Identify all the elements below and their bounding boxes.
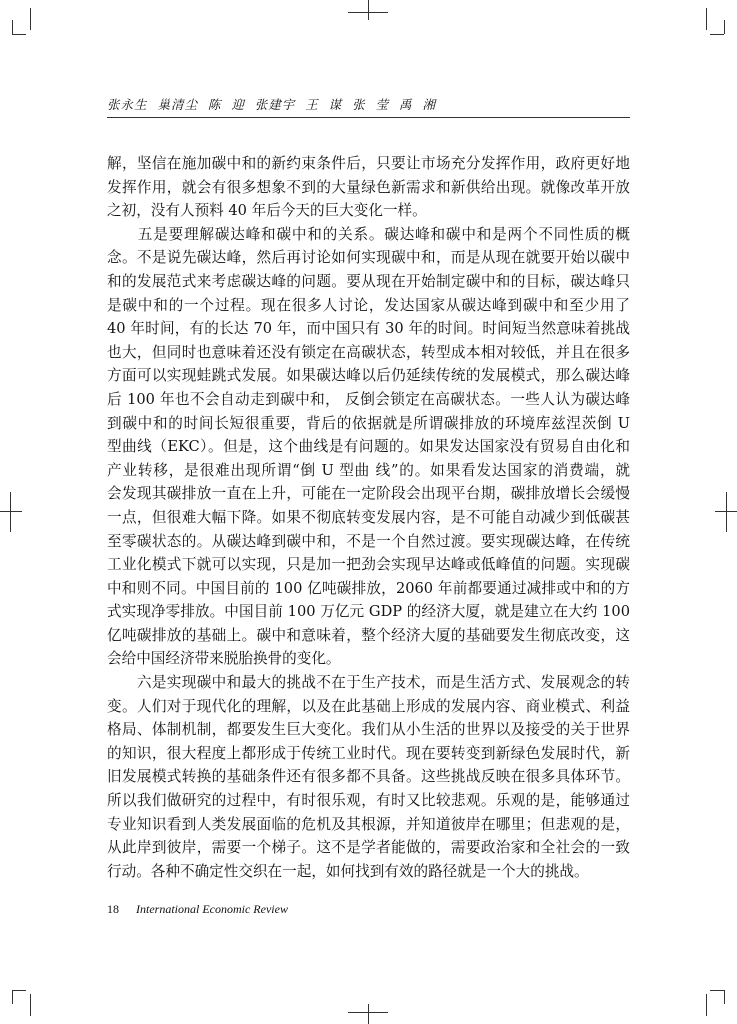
paragraph [107, 152, 630, 223]
text-line: 行动。各种不确定性交织在一起，如何找到有效的路径就是一个大的挑战。 [107, 862, 589, 880]
text-line: 之初，没有人预料 40 年后今天的巨大变化一样。 [107, 202, 427, 220]
text-line: 的知识，很大程度上都形成于传统工业时代。现在要转变到新绿色发展时代，新 [107, 744, 630, 762]
crop-mark [30, 994, 31, 1016]
crop-mark [706, 994, 707, 1016]
crop-mark [710, 990, 724, 991]
crop-mark [348, 12, 388, 13]
page-footer [107, 902, 288, 916]
journal-title: International Economic Review [136, 902, 288, 916]
crop-mark [12, 990, 13, 1004]
text-line: 所以我们做研究的过程中，有时很乐观，有时又比较悲观。乐观的是，能够通过 [107, 792, 630, 810]
text-line: 从此岸到彼岸，需要一个梯子。这不是学者能做的，需要政治家和全社会的一致 [107, 839, 630, 857]
text-line: 后 100 年也不会自动走到碳中和， 反倒会锁定在高碳状态。一些人认为碳达峰 [107, 390, 630, 408]
text-line: 一点，但很难大幅下降。如果不彻底转变发展内容，是不可能自动减少到低碳甚 [107, 508, 630, 526]
page-number: 18 [107, 902, 119, 916]
text-line: 专业知识看到人类发展面临的危机及其根源，并知道彼岸在哪里；但悲观的是， [107, 815, 630, 833]
crop-mark [30, 8, 31, 30]
text-line: 至零碳状态的。从碳达峰到碳中和，不是一个自然过渡。要实现碳达峰，在传统 [107, 532, 630, 550]
crop-mark [368, 1004, 369, 1024]
crop-mark [12, 20, 13, 34]
crop-mark [348, 1012, 388, 1013]
article-body [107, 152, 630, 883]
text-line: 和的发展范式来考虑碳达峰的问题。要从现在开始制定碳中和的目标，碳达峰只 [107, 272, 630, 290]
text-line: 产业转移，是很难出现所谓“倒 U 型曲 线”的。如果看发达国家的消费端，就 [107, 461, 630, 479]
text-line: 工业化模式下就可以实现，只是加一把劲会实现早达峰或低峰值的问题。实现碳 [107, 556, 630, 574]
crop-mark [724, 20, 725, 34]
text-line: 解，坚信在施加碳中和的新约束条件后，只要让市场充分发挥作用，政府更好地 [107, 155, 630, 172]
crop-mark [710, 34, 724, 35]
text-line: 型曲线（EKC）。但是，这个曲线是有问题的。如果发达国家没有贸易自由化和 [107, 438, 630, 456]
crop-mark [368, 0, 369, 20]
text-line: 旧发展模式转换的基础条件还有很多都不具备。这些挑战反映在很多具体环节。 [107, 768, 630, 786]
text-line: 40 年时间，有的长达 70 年，而中国只有 30 年的时间。时间短当然意味着挑战 [107, 320, 630, 338]
text-line: 是碳中和的一个过程。现在很多人讨论，发达国家从碳达峰到碳中和至少用了 [107, 296, 630, 314]
text-line: 发挥作用，就会有很多想象不到的大量绿色新需求和新供给出现。就像改革开放 [107, 178, 630, 196]
text-line: 格局、体制机制，都要发生巨大变化。我们从小生活的世界以及接受的关于世界 [107, 721, 630, 739]
text-line: 到碳中和的时间长短很重要，背后的依据就是所谓碳排放的环境库兹涅茨倒 U [107, 414, 630, 432]
paragraph [107, 223, 630, 671]
crop-mark [726, 492, 727, 532]
crop-mark [12, 990, 26, 991]
text-line: 亿吨碳排放的基础上。碳中和意味着，整个经济大厦的基础要发生彻底改变，这 [107, 626, 630, 644]
crop-mark [706, 8, 707, 30]
text-line: 也大，但同时也意味着还没有锁定在高碳状态，转型成本相对较低，并且在很多 [107, 343, 630, 361]
text-line: 中和则不同。中国目前的 100 亿吨碳排放，2060 年前都要通过减排或中和的方 [107, 579, 630, 597]
text-line: 会给中国经济带来脱胎换骨的变化。 [107, 650, 341, 668]
crop-mark [724, 990, 725, 1004]
running-header-authors: 张永生 巢清尘 陈 迎 张建宇 王 谋 张 莹 禹 湘 [107, 97, 436, 112]
text-line: 方面可以实现蛙跳式发展。如果碳达峰以后仍延续传统的发展模式，那么碳达峰 [107, 367, 630, 385]
text-line: 式实现净零排放。中国目前 100 万亿元 GDP 的经济大厦，就是建立在大约 100 [107, 603, 630, 621]
paragraph [107, 671, 630, 883]
crop-mark [12, 34, 26, 35]
text-line: 五是要理解碳达峰和碳中和的关系。碳达峰和碳中和是两个不同性质的概 [107, 225, 630, 243]
header-rule [107, 117, 630, 118]
text-line: 念。不是说先碳达峰，然后再讨论如何实现碳中和，而是从现在就要开始以碳中 [107, 249, 630, 267]
crop-mark [10, 492, 11, 532]
crop-mark [0, 511, 22, 512]
text-line: 会发现其碳排放一直在上升，可能在一定阶段会出现平台期，碳排放增长会缓慢 [107, 485, 630, 503]
text-line: 变。人们对于现代化的理解，以及在此基础上形成的发展内容、商业模式、利益 [107, 697, 630, 715]
text-line: 六是实现碳中和最大的挑战不在于生产技术，而是生活方式、发展观念的转 [107, 674, 630, 692]
